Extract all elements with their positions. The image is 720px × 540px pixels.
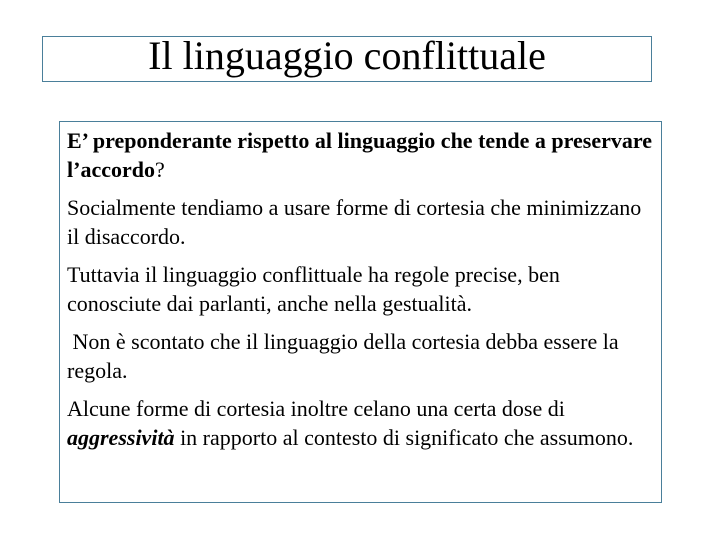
paragraph-5-text-end: in rapporto al contesto di significato che assumono.: [174, 425, 634, 450]
paragraph-2: Socialmente tendiamo a usare forme di cortesia che minimizzano il disaccordo.: [67, 195, 642, 249]
paragraph-1: [67, 126, 653, 184]
paragraph-1-bold: E’ preponderante rispetto al linguaggio che tende a preservare l’accordo: [67, 128, 652, 182]
content-box: [59, 121, 662, 503]
slide-title: Il linguaggio conflittuale: [148, 33, 546, 78]
paragraph-5: [67, 394, 653, 452]
paragraph-4: Non è scontato che il linguaggio della cortesia debba essere la regola.: [67, 329, 625, 383]
paragraph-3: Tuttavia il linguaggio conflittuale ha regole precise, ben conosciute dai parlanti, anche nella gestualità.: [67, 262, 560, 316]
paragraph-5-text-start: Alcune forme di cortesia inoltre celano una certa dose di: [67, 396, 565, 421]
paragraph-1-question-mark: ?: [154, 157, 165, 182]
paragraph-5-emphasis: aggressività: [67, 425, 175, 450]
title-box: [42, 33, 652, 82]
